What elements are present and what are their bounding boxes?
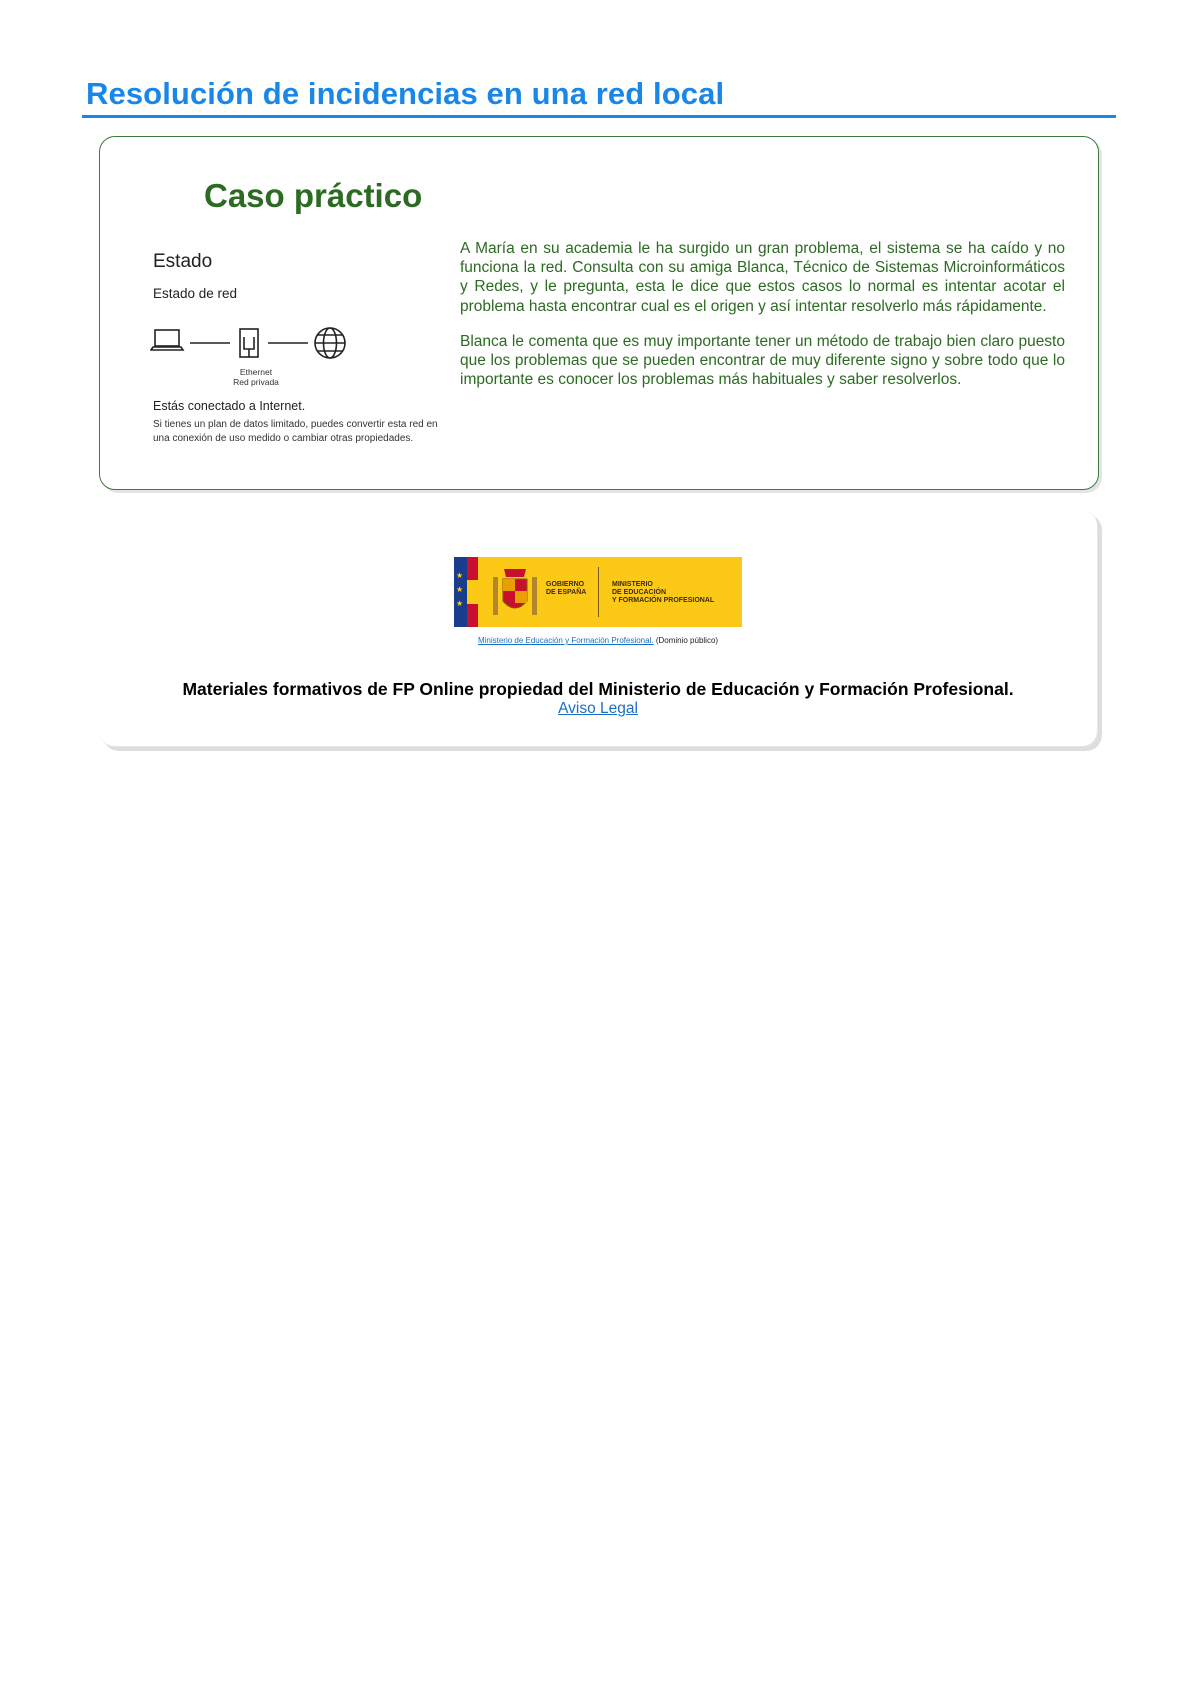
eu-stars-icon: ★ ★ ★: [456, 571, 464, 608]
metered-connection-note: Si tienes un plan de datos limitado, puedes convertir esta red en una conexión de uso medido o cambiar otras propiedades.: [153, 419, 438, 444]
logo-credit: [99, 636, 1097, 645]
adapter-network-type: Red privada: [233, 377, 279, 387]
ownership-statement: Materiales formativos de FP Online propiedad del Ministerio de Educación y Formación Profesional.: [182, 679, 1014, 699]
ethernet-label: [228, 367, 284, 387]
case-paragraph-1: A María en su academia le ha surgido un gran problema, el sistema se ha caído y no funciona la red. Consulta con su amiga Blanca, Técnico de Sistemas Microinformáticos y Redes, y le pregunta, esta le dice que estos casos lo normal es intentar acotar el problema hasta encontrar cual es el origen y así intentar resolverlo más rápidamente.: [460, 240, 1065, 315]
logo-credit-link[interactable]: Ministerio de Educación y Formación Profesional.: [477, 636, 654, 645]
footer-box: [99, 510, 1098, 747]
logo-ministry-text: MINISTERIO DE EDUCACIÓN Y FORMACIÓN PROFESIONAL: [612, 581, 715, 604]
adapter-name: Ethernet: [239, 367, 273, 377]
network-status-figure: [150, 251, 440, 444]
ministry-logo: [454, 557, 742, 627]
legal-notice-link[interactable]: Aviso Legal: [558, 700, 638, 717]
case-study-heading: Caso práctico: [204, 177, 423, 214]
figure-status-title: Estado: [153, 251, 213, 272]
title-divider: [82, 115, 1116, 118]
globe-icon: [315, 328, 345, 358]
logo-government-text: GOBIERNO DE ESPAÑA: [546, 581, 587, 596]
figure-network-status-subtitle: Estado de red: [153, 286, 238, 301]
network-diagram: [150, 317, 360, 369]
case-study-text: [460, 239, 1065, 405]
coat-of-arms-icon: [490, 563, 540, 621]
page-title: Resolución de incidencias en una red local: [86, 76, 725, 111]
laptop-icon: [151, 330, 183, 350]
connection-status-text: Estás conectado a Internet.: [153, 399, 306, 413]
case-paragraph-2: Blanca le comenta que es muy importante tener un método de trabajo bien claro puesto que los problemas que se pueden encontrar de muy diferente signo y sobre todo que lo importante es conocer los problemas más habituales y saber resolverlos.: [460, 332, 1065, 389]
case-study-box: [99, 136, 1099, 490]
ethernet-icon: [240, 329, 258, 357]
logo-credit-license: (Dominio público): [655, 636, 719, 645]
